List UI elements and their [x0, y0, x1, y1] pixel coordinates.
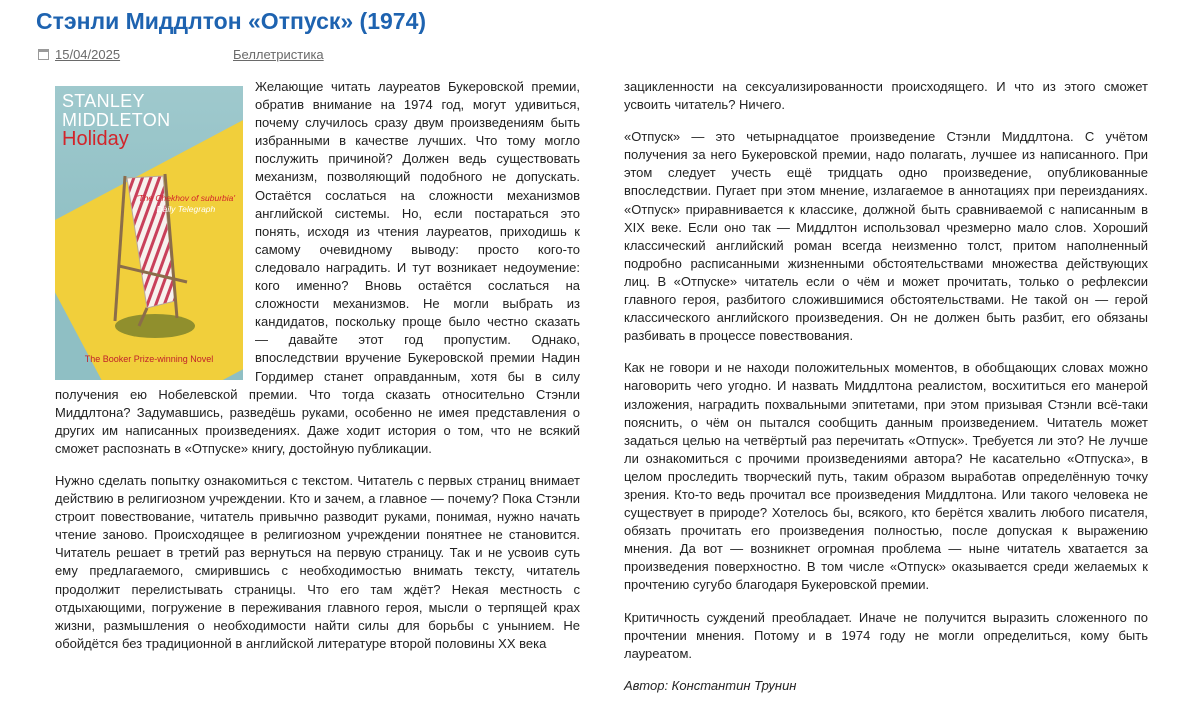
- paragraph: Критичность суждений преобладает. Иначе не получится выразить сложенного по прочтении мнения. Потому и в 1974 году не могли определиться, кому быть лауреатом.: [624, 609, 1148, 661]
- cover-title: Holiday: [62, 128, 129, 150]
- paragraph: «Отпуск» — это четырнадцатое произведение Стэнли Миддлтона. С учётом получения за него Букеровской премии, надо полагать, лучшее из написанного. При этом следует учесть ещё тридцать одно произведение, опубликованные впоследствии. Пугает при этом мнение, излагаемое в аннотациях при переизданиях. «Отпуск» приравнивается к классике, должной быть сравниваемой с написанным в XIX веке. Если оно так — Миддлтон использовал чрезмерно мало слов. Хороший классический английский роман всегда неизменно толст, притом наполненный подробно расписанными жизненными обстоятельствами множества действующих лиц. В «Отпуске» читатель если о чём и может прочитать, только о рефлексии главного героя, разбитого сложившимися обстоятельствами. Не такой он — герой классического английского произведения. Он не должен быть разбит, его обязаны разбивать в процессе повествования.: [624, 129, 1148, 344]
- cover-quote: 'The Chekhov of suburbia' Daily Telegraph: [136, 193, 235, 214]
- page-title: Стэнли Миддлтон «Отпуск» (1974): [36, 8, 427, 34]
- article-right-column: [624, 78, 1148, 709]
- paragraph: Желающие читать лауреатов Букеровской премии, обратив внимание на 1974 год, могут удивиться, почему случилось сразу двум произведениям быть избранными в качестве лучших. Что тому могло послужить причиной? Должен ведь существовать механизм, позволяющий подобного не допускать. Остаётся сослаться на сложности механизмов английской системы. Но, если постараться это понять, исходя из чтения лауреатов, приходишь к самому очевидному выводу: просто кого-то следовало наградить. И тут возникает недоумение: кого именно? Вновь остаётся сослаться на сложности механизмов. Не могли выбрать из кандидатов, поскольку проще было честно сказать — давайте этот год пропустим. Однако, впоследствии вручение Букеровской премии Надин Гордимер станет оправданным, хотя бы в силу получения ею Нобелевской премии. Что тогда сказать относительно Стэнли Миддлтона? Задумавшись, разведёшь руками, особенно не имея представления о других им написанных произведениях. Даже ходит история о том, что не всякий сможет распознать в «Отпуске» книгу, достойную публикации.: [55, 79, 580, 456]
- paragraph: зацикленности на сексуализированности происходящего. И что из этого сможет усвоить читатель? Ничего.: [624, 79, 1148, 113]
- cover-author: STANLEY MIDDLETON: [62, 91, 171, 130]
- article-author: Автор: Константин Трунин: [624, 677, 797, 693]
- calendar-icon: [38, 49, 49, 60]
- cover-blurb: The Booker Prize-winning Novel: [84, 353, 214, 364]
- paragraph: Нужно сделать попытку ознакомиться с текстом. Читатель с первых страниц внимает действию в религиозном учреждении. Кто и зачем, а главное — почему? Пока Стэнли строит повествование, читатель привычно разводит руками, понимая, нужно начать чтение заново. Происходящее в религиозном учреждении понятнее не становится. Читатель решает в третий раз вернуться на первую страницу. Так и не усвоив суть ему предлагаемого, смирившись с необходимостью внимать тексту, читатель продолжит перелистывать страницы. Что его там ждёт? Некая местность с отдыхающими, погружение в переживания главного героя, мысли о терпящей крах жизни, размышления о необходимости найти силы для борьбы с унынием. Не обойдётся без традиционной в английской литературе второй половины XX века: [55, 472, 580, 651]
- category-link[interactable]: Беллетристика: [233, 47, 324, 62]
- date-link[interactable]: 15/04/2025: [55, 47, 121, 62]
- paragraph: Как не говори и не находи положительных моментов, в обобщающих словах можно наговорить чего угодно. И назвать Миддлтона реалистом, восхититься его манерой изложения, наградить похвальными эпитетами, при этом призывая Стэнли всё-таки пояснить, о чём он пытался сообщить данным произведением. Читатель может задаться целью на четвёртый раз перечитать «Отпуск». Требуется ли это? Не лучше ли ознакомиться с прочими произведениями автора? Не касательно «Отпуска», в целом проследить творческий путь, таким образом выработав определённую точку зрения. Кто-то ведь прочитал все произведения Миддлтона. Или такого человека не существует в природе? Хотелось бы, всякого, кто берётся хвалить любого писателя, обязать прочитать его произведения полностью, после допуская к выражению мнения. Да вот — возникнет огромная проблема — ныне читатель хватается за произведения поверхностно. В том числе «Отпуск» оказывается среди желаемых к прочтению сугубо благодаря Букеровской премии.: [624, 360, 1148, 593]
- post-date: [38, 47, 120, 62]
- article-left-column: [55, 78, 580, 667]
- book-cover: [55, 86, 243, 380]
